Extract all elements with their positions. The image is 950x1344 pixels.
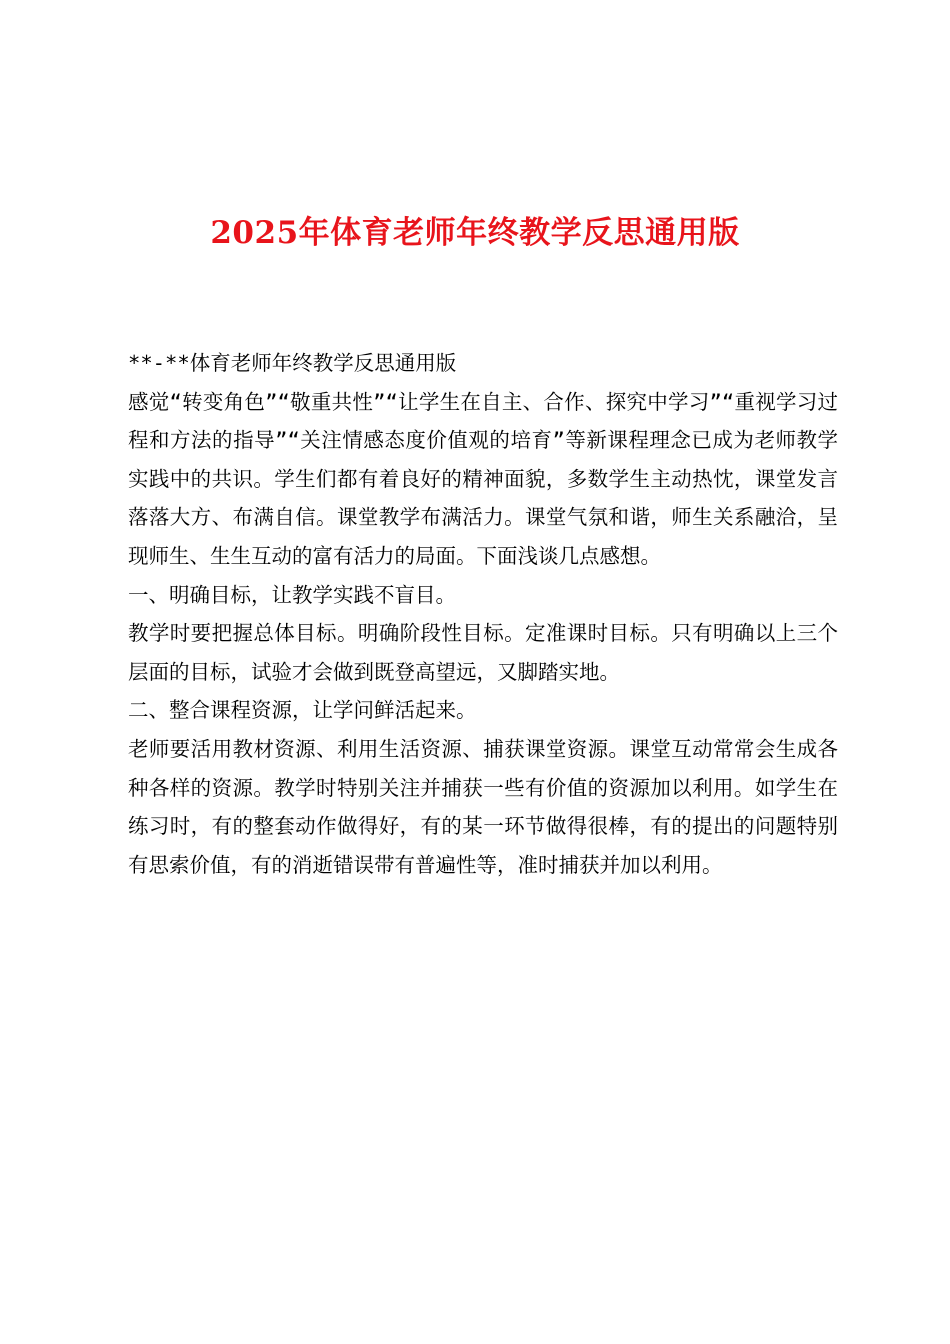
paragraph-section-1: 教学时要把握总体目标。明确阶段性目标。定准课时目标。只有明确以上三个层面的目标，试验才会做到既登高望远，又脚踏实地。 — [128, 621, 838, 684]
subtitle-line: **-**体育老师年终教学反思通用版 — [128, 351, 457, 375]
document-body — [128, 344, 838, 884]
section-heading-2: 二、整合课程资源，让学问鲜活起来。 — [128, 698, 477, 723]
paragraph-intro: 感觉“转变角色”“敬重共性”“让学生在自主、合作、探究中学习”“重视学习过程和方法的指导”“关注情感态度价值观的培育”等新课程理念已成为老师教学实践中的共识。学生们都有着良好的精神面貌，多数学生主动热忱，课堂发言落落大方、布满自信。课堂教学布满活力。课堂气氛和谐，师生关系融洽，呈现师生、生生互动的富有活力的局面。下面浅谈几点感想。 — [128, 389, 838, 568]
paragraph-section-2: 老师要活用教材资源、利用生活资源、捕获课堂资源。课堂互动常常会生成各种各样的资源。教学时特别关注并捕获一些有价值的资源加以利用。如学生在练习时，有的整套动作做得好，有的某一环节做得很棒，有的提出的问题特别有思索价值，有的消逝错误带有普遍性等，准时捕获并加以利用。 — [128, 736, 838, 877]
document-title: 2025年体育老师年终教学反思通用版 — [210, 215, 740, 251]
section-heading-1: 一、明确目标，让教学实践不盲目。 — [128, 582, 456, 607]
